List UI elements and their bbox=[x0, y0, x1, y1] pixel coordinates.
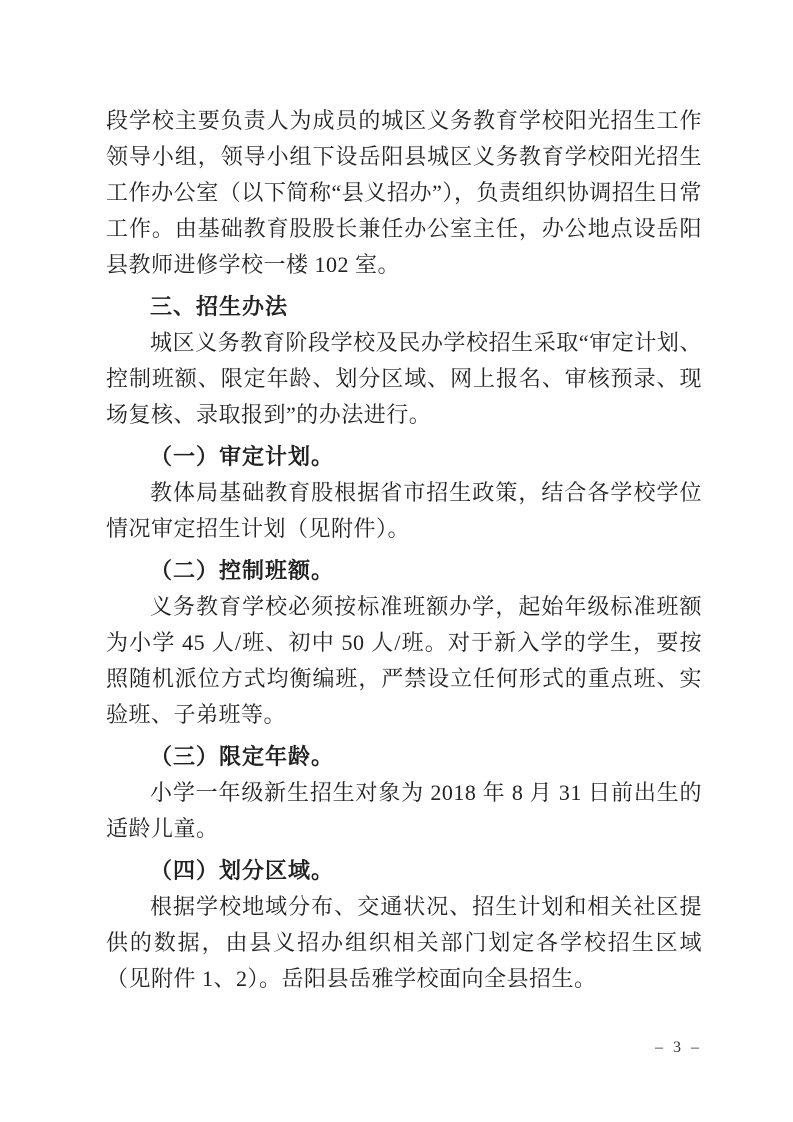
page-number: – 3 – bbox=[655, 1039, 702, 1056]
document-body bbox=[106, 103, 702, 997]
body-paragraph-methods-overview: 城区义务教育阶段学校及民办学校招生采取“审定计划、控制班额、限定年龄、划分区域、网上报名、审核预录、现场复核、录取报到”的办法进行。 bbox=[106, 330, 702, 427]
subsection-heading-zone-division: （四）划分区域。 bbox=[150, 858, 335, 883]
subsection-heading-approve-plan: （一）审定计划。 bbox=[150, 444, 335, 469]
body-paragraph-zone-division: 根据学校地域分布、交通状况、招生计划和相关社区提供的数据，由县义招办组织相关部门划定各学校招生区域（见附件 1、2）。岳阳县岳雅学校面向全县招生。 bbox=[106, 894, 702, 991]
subsection-heading-class-size: （二）控制班额。 bbox=[150, 558, 335, 583]
body-paragraph-age-limit: 小学一年级新生招生对象为 2018 年 8 月 31 日前出生的适龄儿童。 bbox=[106, 780, 702, 841]
body-paragraph-approve-plan: 教体局基础教育股根据省市招生政策，结合各学校学位情况审定招生计划（见附件）。 bbox=[106, 480, 702, 541]
body-paragraph-class-size: 义务教育学校必须按标准班额办学，起始年级标准班额为小学 45 人/班、初中 50 人/班。对于新入学的学生，要按照随机派位方式均衡编班，严禁设立任何形式的重点班、实验班、子弟班等。 bbox=[106, 594, 702, 727]
continuation-paragraph: 段学校主要负责人为成员的城区义务教育学校阳光招生工作领导小组，领导小组下设岳阳县城区义务教育学校阳光招生工作办公室（以下简称“县义招办”），负责组织协调招生日常工作。由基础教育股股长兼任办公室主任，办公地点设岳阳县教师进修学校一楼 102 室。 bbox=[106, 108, 702, 277]
subsection-heading-age-limit: （三）限定年龄。 bbox=[150, 744, 335, 769]
section-heading-enrollment-methods: 三、招生办法 bbox=[150, 294, 289, 319]
